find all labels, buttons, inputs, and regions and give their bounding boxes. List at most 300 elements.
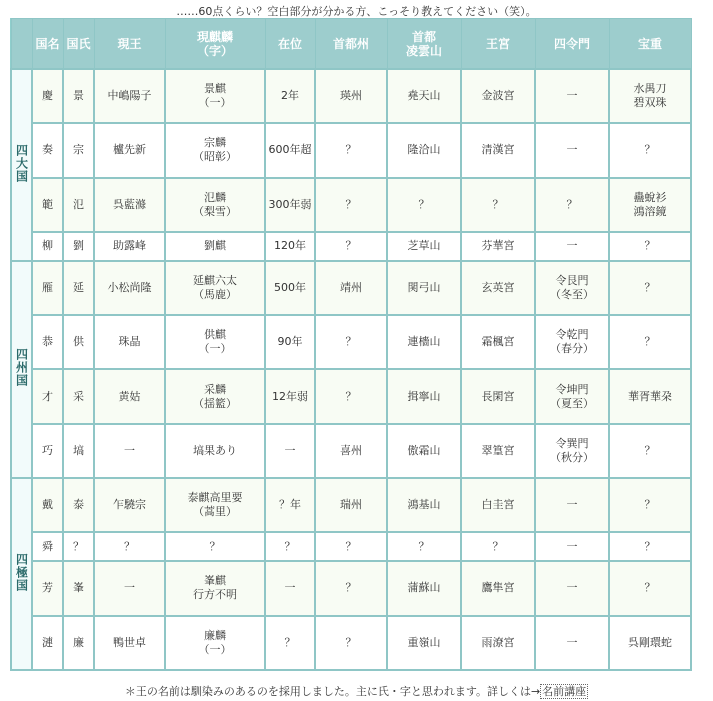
table-cell [32,232,63,261]
table-cell [315,616,387,670]
cell-text: 乍驍宗 [113,498,146,512]
cell-text: 関弓山 [407,280,441,294]
table-cell [609,178,691,232]
cell-text: ？ [644,280,656,294]
kingdom-table [10,18,692,671]
table-cell [63,315,94,369]
cell-text: 鴻溶鏡 [633,204,667,218]
group-label [11,69,32,261]
table-cell [535,315,609,369]
table-cell [265,478,315,532]
table-cell [265,315,315,369]
cell-text: 漣 [42,635,53,649]
cell-text: 一 [566,143,578,157]
table-row [11,369,691,423]
table-cell [609,616,691,670]
cell-text: 峯 [73,581,84,595]
table-cell [32,424,63,478]
table-cell [315,69,387,123]
header-row [11,19,691,70]
table-cell [461,123,535,177]
cell-text: ？年 [279,498,301,512]
table-row [11,478,691,532]
table-cell [63,369,94,423]
cell-text: ？ [644,581,656,595]
table-cell [535,69,609,123]
table-row [11,616,691,670]
table-cell [63,616,94,670]
table-cell [32,178,63,232]
table-cell [461,532,535,561]
header-cell [265,19,315,70]
cell-text: ？ [345,239,357,253]
caption: ……60点くらい？空白部分が分かる方、こっそり教えてください（笑）。 [176,5,537,18]
cell-text: 瑛州 [340,89,362,103]
cell-text: （一） [198,642,232,656]
cell-text: 巧 [42,443,53,457]
cell-text: （一） [198,342,232,356]
cell-text: ？ [345,635,357,649]
table-cell [63,478,94,532]
table-cell [461,561,535,615]
table-cell [265,261,315,315]
table-cell [165,532,265,561]
table-cell [165,369,265,423]
table-cell [32,478,63,532]
table-cell [315,178,387,232]
table-cell [165,123,265,177]
cell-text: 蠱蛻衫 [633,190,667,204]
cell-text: ？ [284,635,296,649]
table-cell [63,424,94,478]
cell-text: ？ [644,539,656,553]
cell-text: 一 [284,443,296,457]
table-cell [535,616,609,670]
cell-text: 600年超 [268,143,312,157]
corner-cell [11,19,32,70]
cell-text: 中嶋陽子 [107,89,152,103]
table-cell [609,261,691,315]
table-cell [265,424,315,478]
cell-text: ？ [492,197,504,211]
table-row [11,69,691,123]
group-label-text: 四極国 [14,553,29,593]
table-cell [535,232,609,261]
table-cell [315,369,387,423]
cell-text: 2年 [281,89,299,103]
table-cell [265,616,315,670]
table-row [11,561,691,615]
cell-text: 芬華宮 [481,239,515,253]
cell-text: 櫨先新 [113,143,146,157]
cell-text: 泰麒高里要 [187,491,243,505]
table-cell [535,178,609,232]
table-cell [461,315,535,369]
cell-text: 延 [73,280,84,294]
header-cell [94,19,165,70]
table-cell [609,532,691,561]
table-cell [165,478,265,532]
cell-text: 戴 [42,498,53,512]
cell-text: 翠篁宮 [481,443,515,457]
cell-text: ？ [644,143,656,157]
cell-text: 一 [566,89,578,103]
table-cell [461,261,535,315]
cell-text: 柳 [42,239,53,253]
cell-text: （揺籃） [193,396,237,410]
cell-text: （秋分） [550,450,594,464]
cell-text: （馬鹿） [193,287,237,301]
table-row [11,532,691,561]
table-row [11,232,691,261]
cell-text: 一 [124,443,135,457]
cell-text: 揖寧山 [407,389,441,403]
cell-text: 12年弱 [272,389,308,403]
cell-text: 宗麟 [204,136,226,150]
cell-text: 雨潦宮 [481,635,515,649]
table-cell [535,478,609,532]
table-cell [265,178,315,232]
cell-text: ？ [492,539,504,553]
table-cell [609,369,691,423]
table-cell [63,69,94,123]
table-cell [315,232,387,261]
table-cell [387,123,461,177]
table-cell [94,261,165,315]
table-cell [387,232,461,261]
cell-text: ？ [345,389,357,403]
cell-text: 靖州 [340,280,362,294]
table-cell [165,315,265,369]
table-cell [32,123,63,177]
cell-text: 一 [284,581,296,595]
table-cell [461,232,535,261]
table-cell [609,478,691,532]
table-cell [94,616,165,670]
cell-text: 鴻基山 [407,498,441,512]
header-label: 首都 [411,29,436,44]
header-label: 国氏 [66,36,91,51]
header-label: 国名 [35,36,60,51]
table-cell [63,532,94,561]
table-cell [387,616,461,670]
table-cell [461,478,535,532]
cell-text: 采麟 [204,382,226,396]
cell-text: ？ [644,443,656,457]
name-guide-link[interactable]: 名前講座 [542,685,587,698]
table-cell [535,532,609,561]
table-cell [387,478,461,532]
group-label [11,478,32,670]
header-label: 宝重 [637,36,662,51]
table-row [11,178,691,232]
header-label: （字） [196,43,233,58]
cell-text: 行方不明 [193,588,237,602]
cell-text: 塙果あり [193,443,237,457]
cell-text: ？ [566,197,578,211]
cell-text: 清漢宮 [481,143,515,157]
cell-text: 令坤門 [555,382,589,396]
cell-text: （一） [198,96,232,110]
cell-text: 雁 [42,280,53,294]
header-cell [32,19,63,70]
cell-text: 舜 [42,539,53,553]
table-cell [387,424,461,478]
cell-text: 隆洽山 [407,143,441,157]
table-cell [535,561,609,615]
table-cell [387,369,461,423]
table-cell [32,532,63,561]
cell-text: 令艮門 [555,273,589,287]
table-cell [165,232,265,261]
table-cell [265,369,315,423]
cell-text: ？ [418,197,430,211]
table-cell [94,561,165,615]
cell-text: ？ [644,498,656,512]
table-cell [32,616,63,670]
cell-text: 廉麟 [204,628,226,642]
cell-text: （冬至） [550,287,594,301]
table-cell [535,424,609,478]
table-cell [94,369,165,423]
header-label: 四令門 [553,36,590,51]
header-cell [387,19,461,70]
cell-text: 氾 [73,197,84,211]
cell-text: 範 [42,197,53,211]
table-cell [63,232,94,261]
cell-text: 白圭宮 [481,498,515,512]
table-cell [315,261,387,315]
cell-text: ？ [345,335,357,349]
cell-text: 芝草山 [407,239,441,253]
header-cell [63,19,94,70]
table-cell [94,532,165,561]
cell-text: ？ [284,539,296,553]
cell-text: 水禺刀 [633,82,667,96]
table-cell [265,561,315,615]
cell-text: 90年 [277,335,303,349]
cell-text: 鴨世卓 [113,635,146,649]
table-cell [32,561,63,615]
table-cell [535,261,609,315]
table-cell [94,232,165,261]
table-cell [165,424,265,478]
table-cell [387,261,461,315]
table-cell [165,178,265,232]
table-cell [265,232,315,261]
table-cell [32,315,63,369]
table-cell [94,424,165,478]
header-label: 王宮 [485,36,510,51]
cell-text: 恭 [42,335,53,349]
cell-text: 一 [566,581,578,595]
header-label: 在位 [277,36,302,51]
table-cell [387,315,461,369]
table-cell [165,561,265,615]
table-cell [609,315,691,369]
table-cell [609,69,691,123]
cell-text: 金波宮 [481,89,515,103]
cell-text: 鷹隼宮 [481,581,515,595]
cell-text: 長閑宮 [481,389,515,403]
cell-text: 小松尚隆 [107,280,152,294]
cell-text: 傲霜山 [407,443,441,457]
cell-text: 珠晶 [118,335,141,349]
cell-text: （夏至） [550,396,594,410]
cell-text: 玄英宮 [481,280,515,294]
cell-text: 華胥華朶 [628,389,672,403]
cell-text: 呉藍滌 [113,197,146,211]
cell-text: 堯天山 [407,89,441,103]
table-cell [461,424,535,478]
cell-text: 景麒 [204,82,226,96]
table-cell [63,561,94,615]
table-cell [315,532,387,561]
cell-text: 一 [566,498,578,512]
cell-text: 才 [42,389,53,403]
table-cell [315,478,387,532]
table-cell [265,123,315,177]
cell-text: 一 [124,581,135,595]
cell-text: 奏 [42,143,53,157]
cell-text: ？ [345,539,357,553]
table-row [11,315,691,369]
cell-text: 重嶺山 [407,635,441,649]
table-cell [94,478,165,532]
table-cell [387,561,461,615]
table-cell [315,315,387,369]
cell-text: 景 [73,89,84,103]
cell-text: 廉 [73,635,84,649]
cell-text: 500年 [274,280,306,294]
cell-text: ？ [644,239,656,253]
cell-text: （梨雪） [193,204,237,218]
cell-text: 宗 [73,143,84,157]
table-cell [315,123,387,177]
table-cell [609,123,691,177]
cell-text: 采 [73,389,84,403]
cell-text: 慶 [42,89,53,103]
cell-text: 塙 [73,443,84,457]
table-cell [32,261,63,315]
table-cell [265,532,315,561]
header-label: 現王 [117,36,142,51]
table-cell [315,424,387,478]
table-cell [461,69,535,123]
cell-text: 300年弱 [268,197,312,211]
cell-text: 呉剛環蛇 [628,635,672,649]
table-cell [32,69,63,123]
header-cell [609,19,691,70]
cell-text: ？ [73,539,84,553]
cell-text: 劉麒 [204,239,226,253]
cell-text: 碧双珠 [633,96,667,110]
table-cell [535,369,609,423]
cell-text: ？ [644,335,656,349]
cell-text: 峯麒 [204,574,226,588]
cell-text: 喜州 [340,443,362,457]
cell-text: ？ [124,539,135,553]
table-cell [535,123,609,177]
table-row [11,261,691,315]
cell-text: 氾麟 [204,190,226,204]
table-cell [63,178,94,232]
header-cell [535,19,609,70]
header-label: 凌雲山 [405,43,442,58]
cell-text: ？ [209,539,221,553]
cell-text: 瑞州 [340,498,362,512]
cell-text: （蒿里） [193,505,237,519]
cell-text: 供麒 [204,328,226,342]
table-cell [265,69,315,123]
table-cell [387,178,461,232]
table-row [11,123,691,177]
table-cell [461,178,535,232]
cell-text: 一 [566,239,578,253]
table-cell [63,123,94,177]
cell-text: ？ [345,581,357,595]
cell-text: 一 [566,635,578,649]
table-cell [94,123,165,177]
header-label: 現麒麟 [196,29,233,44]
table-cell [63,261,94,315]
table-cell [165,261,265,315]
table-row [11,424,691,478]
cell-text: 劉 [73,239,84,253]
table-cell [165,69,265,123]
cell-text: 令乾門 [555,328,589,342]
cell-text: 連檣山 [407,335,441,349]
header-label: 首都州 [332,36,369,51]
cell-text: 供 [73,335,84,349]
cell-text: （春分） [550,342,594,356]
table-cell [609,232,691,261]
footnote [0,683,713,699]
header-cell [461,19,535,70]
cell-text: 令巽門 [555,436,589,450]
footnote-text: ＊王の名前は馴染みのあるのを採用しました。主に氏・字と思われます。詳しくは→ [124,685,541,698]
header-cell [165,19,265,70]
cell-text: ？ [345,197,357,211]
table-cell [387,69,461,123]
cell-text: 助露峰 [113,239,146,253]
cell-text: ？ [418,539,430,553]
table-cell [94,178,165,232]
table-cell [461,616,535,670]
table-cell [461,369,535,423]
cell-text: 120年 [274,239,306,253]
cell-text: 黄姑 [118,389,141,403]
cell-text: （昭彰） [193,150,237,164]
table-cell [315,561,387,615]
table-cell [32,369,63,423]
cell-text: 霜楓宮 [481,335,515,349]
table-cell [387,532,461,561]
table-cell [94,69,165,123]
group-label-text: 四大国 [14,143,29,183]
table-cell [165,616,265,670]
header-cell [315,19,387,70]
group-label-text: 四州国 [14,348,29,388]
cell-text: 泰 [73,498,84,512]
cell-text: 一 [566,539,578,553]
cell-text: ？ [345,143,357,157]
table-cell [609,424,691,478]
cell-text: 芳 [42,581,53,595]
table-cell [94,315,165,369]
cell-text: 蒲蘇山 [407,581,441,595]
cell-text: 延麒六太 [193,273,237,287]
